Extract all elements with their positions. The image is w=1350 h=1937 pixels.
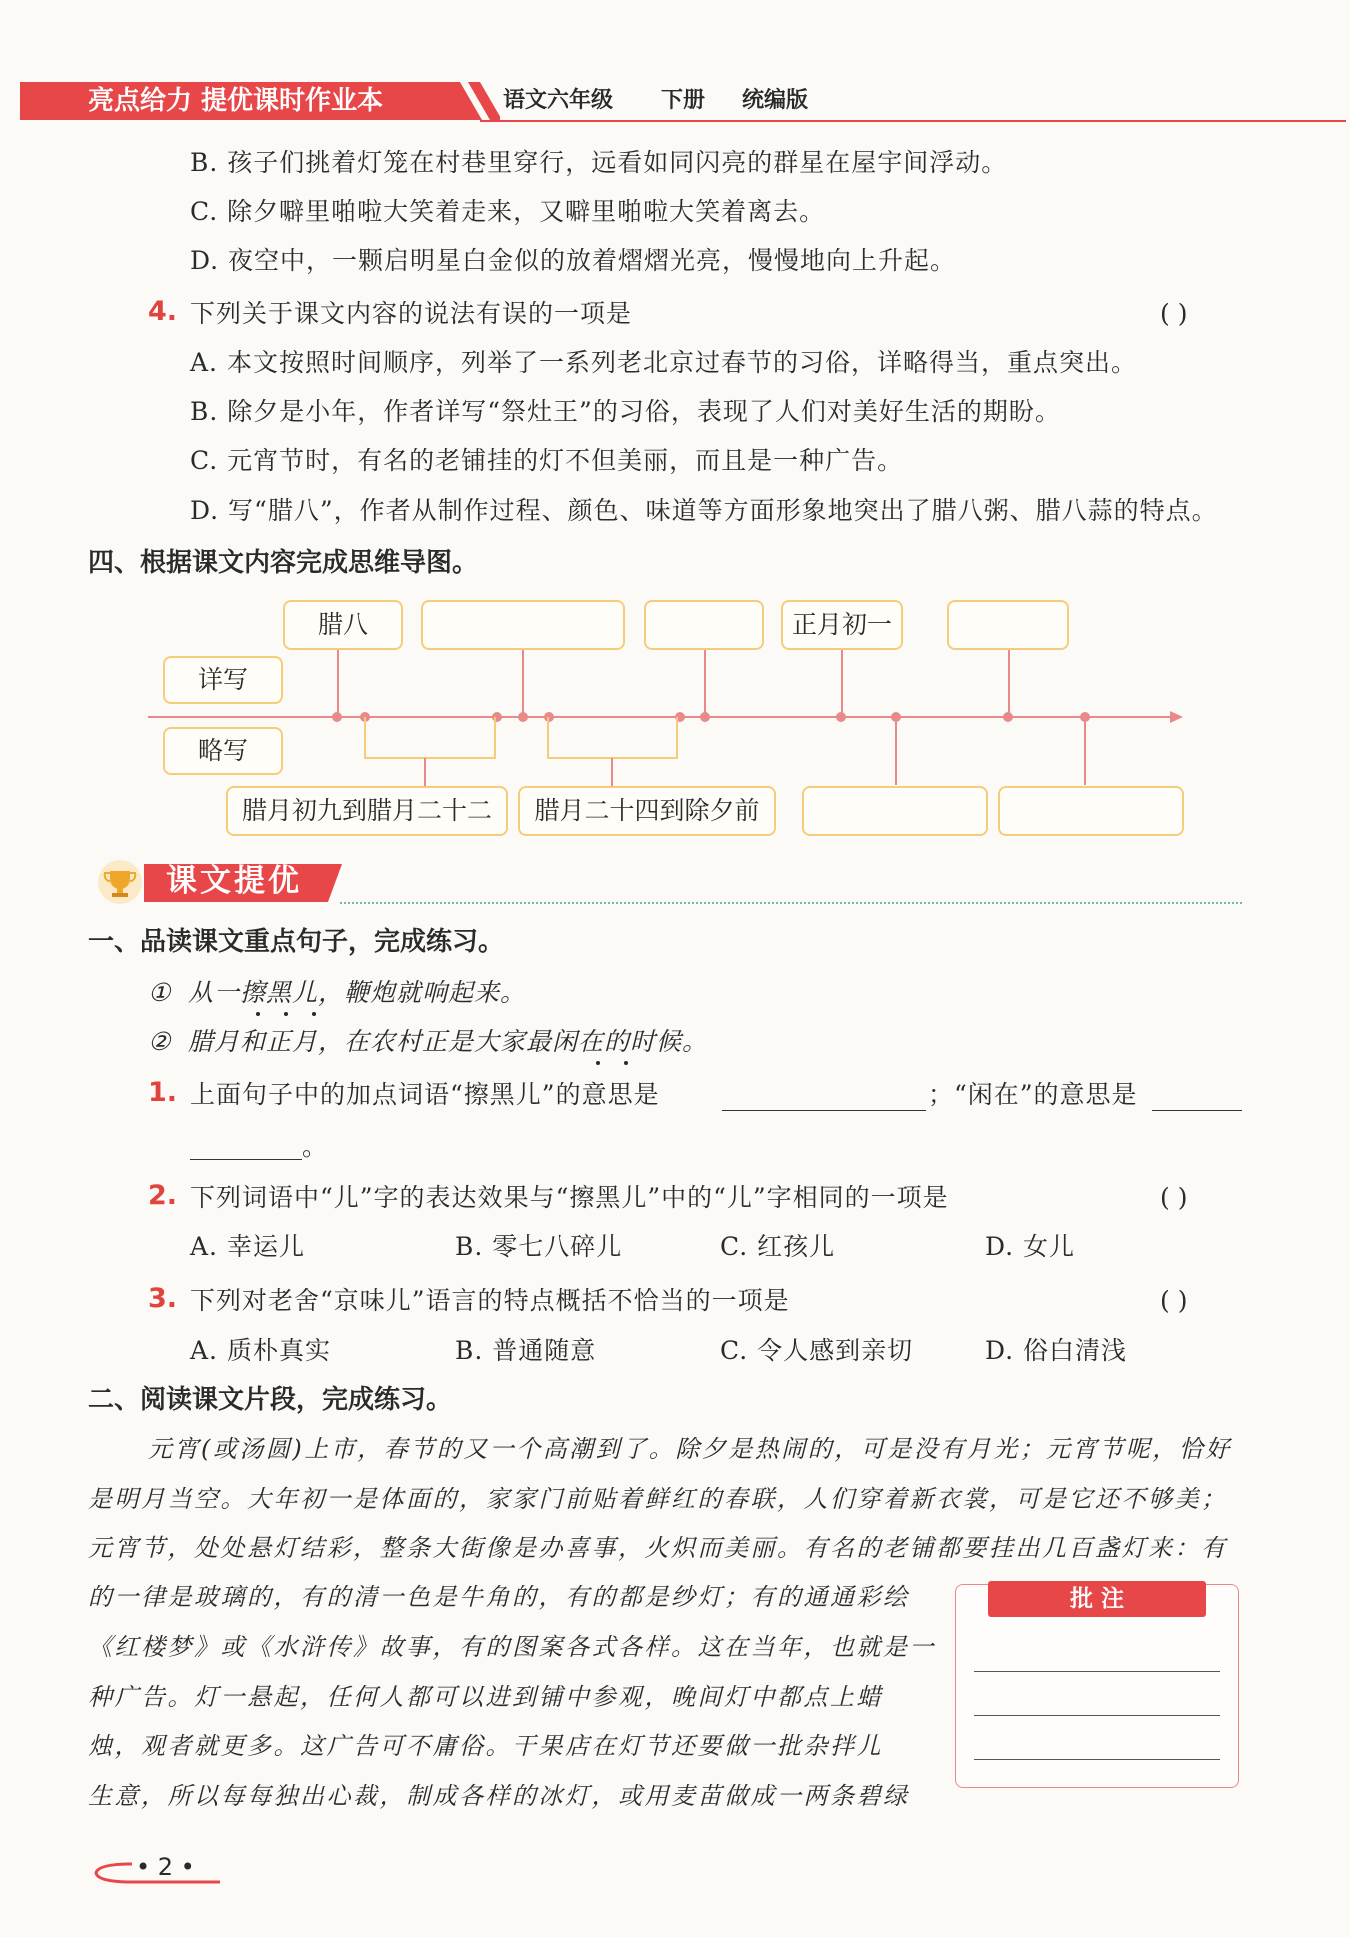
mindmap-bottom-box-2: 腊月二十四到除夕前	[518, 786, 776, 836]
notes-title: 批 注	[988, 1581, 1206, 1617]
page-number: • 2 •	[136, 1853, 195, 1881]
q4-number: 4.	[148, 296, 178, 327]
passage-line: 烛，观者就更多。这广告可不庸俗。干果店在灯节还要做一批杂拌儿	[88, 1732, 883, 1760]
q4-stem: 下列关于课文内容的说法有误的一项是	[190, 299, 633, 328]
q4-option-a: A. 本文按照时间顺序，列举了一系列老北京过春节的习俗，详略得当，重点突出。	[190, 348, 1137, 377]
p1-q3-option-c: C. 令人感到亲切	[720, 1336, 914, 1365]
p1-q1-blank-1[interactable]	[722, 1110, 926, 1111]
emphasis-dot	[312, 1012, 316, 1016]
p1-q1-end: 。	[302, 1132, 329, 1161]
emphasis-dot	[596, 1061, 600, 1065]
notes-line[interactable]	[974, 1715, 1220, 1716]
mindmap-top-box-2[interactable]	[421, 600, 625, 650]
connector	[1084, 717, 1086, 785]
banner-rule	[340, 902, 1242, 904]
mindmap-bottom-box-3[interactable]	[802, 786, 988, 836]
p1-q2-number: 2.	[148, 1180, 178, 1211]
section4-title: 四、根据课文内容完成思维导图。	[88, 548, 479, 578]
p1-q3-stem: 下列对老舍“京味儿”语言的特点概括不恰当的一项是	[190, 1286, 790, 1315]
header-subject: 语文六年级	[503, 88, 614, 113]
part2-title: 二、阅读课文片段，完成练习。	[88, 1385, 453, 1415]
p1-q3-number: 3.	[148, 1283, 178, 1314]
p1-q2-answer-paren[interactable]: ( )	[1160, 1183, 1188, 1212]
sentence-1-number: ①	[148, 978, 172, 1007]
passage-line: 元宵(或汤圆)上市，春节的又一个高潮到了。除夕是热闹的，可是没有月光；元宵节呢，恰好	[148, 1435, 1232, 1463]
header-edition: 统编版	[742, 88, 809, 113]
connector	[704, 650, 706, 717]
p1-q3-option-a: A. 质朴真实	[190, 1336, 331, 1365]
mindmap-top-box-3[interactable]	[644, 600, 764, 650]
p1-q1-number: 1.	[148, 1077, 178, 1108]
sentence-1: 从一擦黑儿，鞭炮就响起来。	[188, 978, 527, 1007]
connector	[895, 717, 897, 785]
mindmap-bottom-box-1: 腊月初九到腊月二十二	[226, 786, 508, 836]
q4-answer-paren[interactable]: ( )	[1160, 299, 1188, 328]
mindmap-bottom-box-4[interactable]	[998, 786, 1184, 836]
part1-title: 一、品读课文重点句子，完成练习。	[88, 927, 505, 957]
p1-q2-option-b: B. 零七八碎儿	[455, 1232, 623, 1261]
emphasis-dot	[624, 1061, 628, 1065]
p1-q1-blank-2-cont[interactable]	[190, 1159, 302, 1160]
timeline-arrow-icon	[1170, 710, 1184, 724]
p1-q1-blank-2[interactable]	[1152, 1110, 1242, 1111]
notes-box	[955, 1584, 1239, 1788]
sentence-2: 腊月和正月，在农村正是大家最闲在的时候。	[188, 1027, 709, 1056]
passage-line: 《红楼梦》或《水浒传》故事，有的图案各式各样。这在当年，也就是一	[88, 1633, 936, 1661]
p1-q1-text-a: 上面句子中的加点词语“擦黑儿”的意思是	[190, 1080, 660, 1109]
p1-q3-option-b: B. 普通随意	[455, 1336, 597, 1365]
passage-line: 元宵节，处处悬灯结彩，整条大街像是办喜事，火炽而美丽。有名的老铺都要挂出几百盏灯来：有	[88, 1534, 1228, 1562]
p1-q2-option-c: C. 红孩儿	[720, 1232, 836, 1261]
passage-line: 是明月当空。大年初一是体面的，家家门前贴着鲜红的春联，人们穿着新衣裳，可是它还不够美；	[88, 1485, 1228, 1513]
emphasis-dot	[256, 1012, 260, 1016]
connector	[337, 650, 339, 717]
mindmap-top-box-5[interactable]	[947, 600, 1069, 650]
connector	[841, 650, 843, 717]
p1-q3-answer-paren[interactable]: ( )	[1160, 1286, 1188, 1315]
passage-line: 的一律是玻璃的，有的清一色是牛角的，有的都是纱灯；有的通通彩绘	[88, 1583, 910, 1611]
mindmap-detail-label: 详写	[163, 656, 283, 704]
q3-option-c: C. 除夕噼里啪啦大笑着走来，又噼里啪啦大笑着离去。	[190, 197, 826, 226]
header-bar	[20, 80, 1330, 120]
header-rule	[480, 120, 1346, 122]
p1-q2-option-d: D. 女儿	[985, 1232, 1076, 1261]
connector	[522, 650, 524, 717]
header-brand: 亮点给力 提优课时作业本	[88, 86, 384, 116]
emphasis-dot	[284, 1012, 288, 1016]
q4-option-d: D. 写“腊八”，作者从制作过程、颜色、味道等方面形象地突出了腊八粥、腊八蒜的特点。	[190, 496, 1218, 525]
p1-q2-stem: 下列词语中“儿”字的表达效果与“擦黑儿”中的“儿”字相同的一项是	[190, 1183, 949, 1212]
mindmap-top-box-4: 正月初一	[781, 600, 903, 650]
notes-line[interactable]	[974, 1671, 1220, 1672]
p1-q3-option-d: D. 俗白清浅	[985, 1336, 1128, 1365]
mindmap-brackets	[355, 716, 705, 788]
connector	[1008, 650, 1010, 717]
header-volume: 下册	[661, 88, 706, 113]
q3-option-d: D. 夜空中，一颗启明星白金似的放着熠熠光亮，慢慢地向上升起。	[190, 246, 957, 275]
p1-q1-text-b: ；“闲在”的意思是	[928, 1080, 1138, 1109]
banner-title: 课文提优	[166, 863, 302, 899]
p1-q2-option-a: A. 幸运儿	[190, 1232, 305, 1261]
q3-option-b: B. 孩子们挑着灯笼在村巷里穿行，远看如同闪亮的群星在屋宇间浮动。	[190, 148, 1008, 177]
passage-line: 生意，所以每每独出心裁，制成各样的冰灯，或用麦苗做成一两条碧绿	[88, 1782, 910, 1810]
mindmap-brief-label: 略写	[163, 727, 283, 775]
sentence-2-number: ②	[148, 1027, 172, 1056]
q4-option-c: C. 元宵节时，有名的老铺挂的灯不但美丽，而且是一种广告。	[190, 446, 904, 475]
mindmap-top-box-1: 腊八	[283, 600, 403, 650]
passage-line: 种广告。灯一悬起，任何人都可以进到铺中参观，晚间灯中都点上蜡	[88, 1683, 883, 1711]
q4-option-b: B. 除夕是小年，作者详写“祭灶王”的习俗，表现了人们对美好生活的期盼。	[190, 397, 1061, 426]
notes-line[interactable]	[974, 1759, 1220, 1760]
